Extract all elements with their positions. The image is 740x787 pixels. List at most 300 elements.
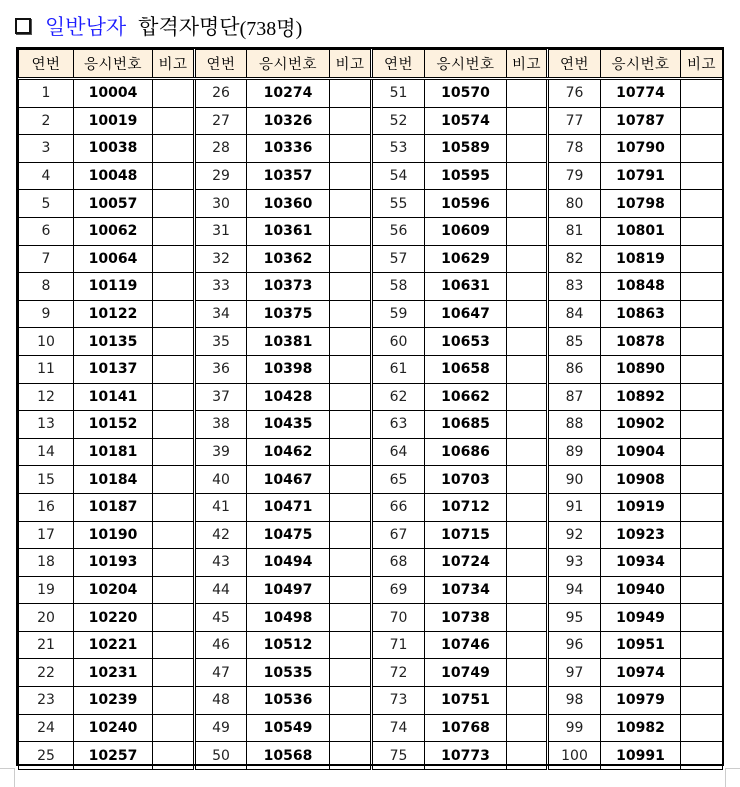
note-cell [153,135,195,163]
seq-cell: 97 [548,659,601,687]
note-cell [153,549,195,577]
note-cell [681,466,723,494]
note-cell [507,162,548,190]
checkbox-square-icon [15,18,31,34]
exam-number-cell: 10863 [601,300,681,328]
note-cell [681,576,723,604]
note-cell [507,273,548,301]
note-cell [153,383,195,411]
note-cell [507,493,548,521]
seq-cell: 26 [195,79,247,108]
title-label: 합격자명단 [138,15,240,39]
note-cell [507,631,548,659]
exam-number-cell: 10231 [74,659,153,687]
note-cell [507,466,548,494]
seq-cell: 10 [19,328,74,356]
exam-number-cell: 10274 [247,79,330,108]
seq-cell: 96 [548,631,601,659]
note-cell [681,411,723,439]
note-cell [153,107,195,135]
exam-number-cell: 10187 [74,493,153,521]
note-cell [681,604,723,632]
table-row [19,79,723,108]
note-cell [330,466,372,494]
seq-cell: 84 [548,300,601,328]
seq-cell: 40 [195,466,247,494]
exam-number-cell: 10787 [601,107,681,135]
exam-number-cell: 10949 [601,604,681,632]
exam-number-cell: 10190 [74,521,153,549]
note-cell [330,742,372,770]
seq-cell: 50 [195,742,247,770]
header-seq: 연번 [195,50,247,79]
table-row [19,714,723,742]
exam-number-cell: 10568 [247,742,330,770]
table-row [19,107,723,135]
exam-number-cell: 10923 [601,521,681,549]
note-cell [507,79,548,108]
note-cell [681,521,723,549]
seq-cell: 83 [548,273,601,301]
exam-number-cell: 10596 [425,190,507,218]
exam-number-cell: 10890 [601,355,681,383]
note-cell [507,107,548,135]
seq-cell: 48 [195,687,247,715]
exam-number-cell: 10908 [601,466,681,494]
note-cell [681,190,723,218]
seq-cell: 58 [372,273,425,301]
seq-cell: 33 [195,273,247,301]
note-cell [507,411,548,439]
exam-number-cell: 10038 [74,135,153,163]
exam-number-cell: 10653 [425,328,507,356]
note-cell [681,355,723,383]
exam-number-cell: 10375 [247,300,330,328]
exam-number-cell: 10498 [247,604,330,632]
note-cell [681,438,723,466]
note-cell [681,742,723,770]
exam-number-cell: 10152 [74,411,153,439]
exam-number-cell: 10982 [601,714,681,742]
exam-number-cell: 10904 [601,438,681,466]
seq-cell: 59 [372,300,425,328]
seq-cell: 86 [548,355,601,383]
seq-cell: 51 [372,79,425,108]
seq-cell: 82 [548,245,601,273]
exam-number-cell: 10685 [425,411,507,439]
table-body [19,79,723,770]
exam-number-cell: 10381 [247,328,330,356]
note-cell [507,521,548,549]
exam-number-cell: 10631 [425,273,507,301]
note-cell [153,190,195,218]
exam-number-cell: 10979 [601,687,681,715]
seq-cell: 3 [19,135,74,163]
note-cell [153,604,195,632]
note-cell [330,355,372,383]
note-cell [681,714,723,742]
seq-cell: 55 [372,190,425,218]
note-cell [681,135,723,163]
table-row [19,273,723,301]
exam-number-cell: 10019 [74,107,153,135]
exam-number-cell: 10204 [74,576,153,604]
exam-number-cell: 10773 [425,742,507,770]
note-cell [330,549,372,577]
note-cell [507,687,548,715]
seq-cell: 79 [548,162,601,190]
seq-cell: 16 [19,493,74,521]
note-cell [507,355,548,383]
seq-cell: 43 [195,549,247,577]
seq-cell: 93 [548,549,601,577]
title-count: (738명) [239,17,303,40]
exam-number-cell: 10724 [425,549,507,577]
header-seq: 연번 [548,50,601,79]
seq-cell: 35 [195,328,247,356]
table-row [19,217,723,245]
seq-cell: 52 [372,107,425,135]
seq-cell: 81 [548,217,601,245]
roster-table-container [16,47,724,766]
exam-number-cell: 10768 [425,714,507,742]
exam-number-cell: 10398 [247,355,330,383]
table-row [19,383,723,411]
seq-cell: 92 [548,521,601,549]
note-cell [681,273,723,301]
exam-number-cell: 10137 [74,355,153,383]
exam-number-cell: 10373 [247,273,330,301]
header-note: 비고 [681,50,723,79]
exam-number-cell: 10658 [425,355,507,383]
seq-cell: 13 [19,411,74,439]
table-row [19,576,723,604]
note-cell [153,576,195,604]
seq-cell: 14 [19,438,74,466]
note-cell [330,411,372,439]
seq-cell: 65 [372,466,425,494]
seq-cell: 7 [19,245,74,273]
seq-cell: 24 [19,714,74,742]
exam-number-cell: 10048 [74,162,153,190]
header-note: 비고 [507,50,548,79]
note-cell [681,549,723,577]
exam-number-cell: 10435 [247,411,330,439]
seq-cell: 27 [195,107,247,135]
note-cell [330,576,372,604]
seq-cell: 32 [195,245,247,273]
exam-number-cell: 10686 [425,438,507,466]
seq-cell: 31 [195,217,247,245]
seq-cell: 56 [372,217,425,245]
exam-number-cell: 10549 [247,714,330,742]
seq-cell: 63 [372,411,425,439]
seq-cell: 54 [372,162,425,190]
note-cell [507,576,548,604]
seq-cell: 45 [195,604,247,632]
note-cell [330,438,372,466]
exam-number-cell: 10848 [601,273,681,301]
header-exam-number: 응시번호 [601,50,681,79]
exam-number-cell: 10467 [247,466,330,494]
header-exam-number: 응시번호 [247,50,330,79]
seq-cell: 47 [195,659,247,687]
exam-number-cell: 10609 [425,217,507,245]
note-cell [153,438,195,466]
exam-number-cell: 10004 [74,79,153,108]
seq-cell: 8 [19,273,74,301]
note-cell [330,328,372,356]
note-cell [330,493,372,521]
seq-cell: 29 [195,162,247,190]
note-cell [681,217,723,245]
seq-cell: 37 [195,383,247,411]
exam-number-cell: 10738 [425,604,507,632]
seq-cell: 30 [195,190,247,218]
seq-cell: 99 [548,714,601,742]
exam-number-cell: 10494 [247,549,330,577]
note-cell [153,328,195,356]
seq-cell: 90 [548,466,601,494]
exam-number-cell: 10122 [74,300,153,328]
note-cell [507,714,548,742]
note-cell [153,245,195,273]
table-row [19,245,723,273]
exam-number-cell: 10919 [601,493,681,521]
note-cell [153,493,195,521]
exam-number-cell: 10774 [601,79,681,108]
exam-number-cell: 10336 [247,135,330,163]
note-cell [153,79,195,108]
seq-cell: 19 [19,576,74,604]
exam-number-cell: 10878 [601,328,681,356]
seq-cell: 62 [372,383,425,411]
note-cell [153,217,195,245]
seq-cell: 12 [19,383,74,411]
exam-number-cell: 10819 [601,245,681,273]
title-category: 일반남자 [45,15,127,39]
exam-number-cell: 10360 [247,190,330,218]
note-cell [330,162,372,190]
note-cell [330,659,372,687]
seq-cell: 2 [19,107,74,135]
seq-cell: 100 [548,742,601,770]
seq-cell: 4 [19,162,74,190]
seq-cell: 34 [195,300,247,328]
seq-cell: 71 [372,631,425,659]
note-cell [681,687,723,715]
roster-table [18,49,723,770]
note-cell [330,714,372,742]
seq-cell: 17 [19,521,74,549]
exam-number-cell: 10512 [247,631,330,659]
note-cell [153,521,195,549]
table-row [19,687,723,715]
header-seq: 연번 [372,50,425,79]
seq-cell: 15 [19,466,74,494]
note-cell [681,659,723,687]
exam-number-cell: 10221 [74,631,153,659]
seq-cell: 94 [548,576,601,604]
note-cell [153,631,195,659]
seq-cell: 77 [548,107,601,135]
note-cell [153,466,195,494]
table-row [19,604,723,632]
exam-number-cell: 10589 [425,135,507,163]
note-cell [153,742,195,770]
note-cell [330,687,372,715]
exam-number-cell: 10184 [74,466,153,494]
seq-cell: 38 [195,411,247,439]
exam-number-cell: 10193 [74,549,153,577]
seq-cell: 42 [195,521,247,549]
note-cell [681,493,723,521]
seq-cell: 6 [19,217,74,245]
table-row [19,631,723,659]
note-cell [330,135,372,163]
seq-cell: 25 [19,742,74,770]
seq-cell: 73 [372,687,425,715]
page-corner-mark-right [725,768,740,787]
exam-number-cell: 10462 [247,438,330,466]
note-cell [153,300,195,328]
exam-number-cell: 10239 [74,687,153,715]
note-cell [153,273,195,301]
seq-cell: 64 [372,438,425,466]
exam-number-cell: 10536 [247,687,330,715]
seq-cell: 22 [19,659,74,687]
page-corner-mark-left [0,768,15,787]
exam-number-cell: 10951 [601,631,681,659]
note-cell [153,411,195,439]
seq-cell: 61 [372,355,425,383]
seq-cell: 87 [548,383,601,411]
exam-number-cell: 10062 [74,217,153,245]
note-cell [507,245,548,273]
exam-number-cell: 10749 [425,659,507,687]
seq-cell: 44 [195,576,247,604]
exam-number-cell: 10357 [247,162,330,190]
table-row [19,742,723,770]
exam-number-cell: 10629 [425,245,507,273]
table-row [19,549,723,577]
exam-number-cell: 10257 [74,742,153,770]
table-row [19,190,723,218]
exam-number-cell: 10497 [247,576,330,604]
exam-number-cell: 10991 [601,742,681,770]
exam-number-cell: 10798 [601,190,681,218]
note-cell [330,604,372,632]
note-cell [507,190,548,218]
seq-cell: 60 [372,328,425,356]
seq-cell: 74 [372,714,425,742]
table-row [19,300,723,328]
seq-cell: 11 [19,355,74,383]
seq-cell: 68 [372,549,425,577]
note-cell [330,383,372,411]
seq-cell: 85 [548,328,601,356]
note-cell [153,659,195,687]
note-cell [330,273,372,301]
seq-cell: 53 [372,135,425,163]
header-row [19,50,723,79]
seq-cell: 95 [548,604,601,632]
exam-number-cell: 10119 [74,273,153,301]
seq-cell: 46 [195,631,247,659]
header-exam-number: 응시번호 [425,50,507,79]
note-cell [507,135,548,163]
table-row [19,411,723,439]
seq-cell: 67 [372,521,425,549]
seq-cell: 21 [19,631,74,659]
exam-number-cell: 10181 [74,438,153,466]
exam-number-cell: 10801 [601,217,681,245]
seq-cell: 18 [19,549,74,577]
header-seq: 연번 [19,50,74,79]
note-cell [507,742,548,770]
exam-number-cell: 10535 [247,659,330,687]
header-exam-number: 응시번호 [74,50,153,79]
seq-cell: 78 [548,135,601,163]
exam-number-cell: 10751 [425,687,507,715]
note-cell [681,300,723,328]
note-cell [507,549,548,577]
exam-number-cell: 10662 [425,383,507,411]
seq-cell: 89 [548,438,601,466]
note-cell [681,328,723,356]
note-cell [507,300,548,328]
exam-number-cell: 10734 [425,576,507,604]
seq-cell: 66 [372,493,425,521]
seq-cell: 36 [195,355,247,383]
note-cell [330,631,372,659]
note-cell [330,521,372,549]
table-row [19,438,723,466]
exam-number-cell: 10570 [425,79,507,108]
seq-cell: 9 [19,300,74,328]
note-cell [330,300,372,328]
exam-number-cell: 10428 [247,383,330,411]
exam-number-cell: 10712 [425,493,507,521]
seq-cell: 23 [19,687,74,715]
note-cell [681,383,723,411]
note-cell [681,107,723,135]
exam-number-cell: 10361 [247,217,330,245]
note-cell [507,217,548,245]
note-cell [153,355,195,383]
exam-number-cell: 10746 [425,631,507,659]
page-title [15,10,302,42]
note-cell [153,162,195,190]
exam-number-cell: 10715 [425,521,507,549]
note-cell [330,79,372,108]
table-row [19,493,723,521]
seq-cell: 98 [548,687,601,715]
note-cell [507,438,548,466]
note-cell [681,245,723,273]
seq-cell: 41 [195,493,247,521]
seq-cell: 39 [195,438,247,466]
seq-cell: 91 [548,493,601,521]
note-cell [681,79,723,108]
exam-number-cell: 10892 [601,383,681,411]
seq-cell: 80 [548,190,601,218]
table-row [19,466,723,494]
exam-number-cell: 10475 [247,521,330,549]
seq-cell: 75 [372,742,425,770]
table-row [19,328,723,356]
note-cell [507,383,548,411]
